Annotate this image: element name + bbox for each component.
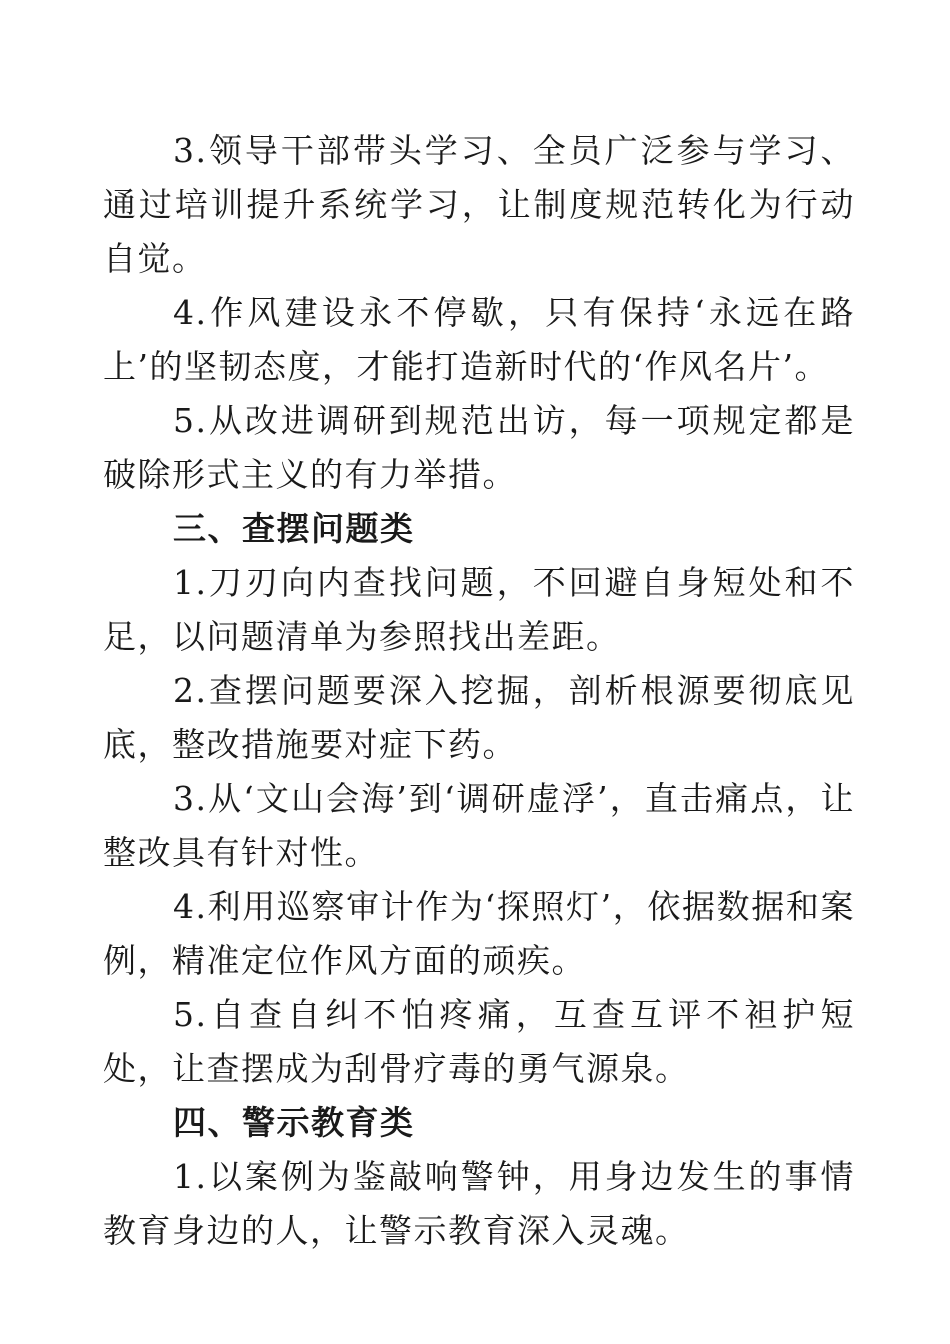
paragraph-check-1: 1.刀刃向内查找问题，不回避自身短处和不足，以问题清单为参照找出差距。 xyxy=(103,563,855,656)
paragraph-check-5: 5.自查自纠不怕疼痛，互查互评不袒护短处，让查摆成为刮骨疗毒的勇气源泉。 xyxy=(103,995,855,1088)
paragraph-study-4: 4.作风建设永不停歇，只有保持‘永远在路上’的坚韧态度，才能打造新时代的‘作风名片’。 xyxy=(103,293,855,386)
paragraph-warning-1: 1.以案例为鉴敲响警钟，用身边发生的事情教育身边的人，让警示教育深入灵魂。 xyxy=(103,1157,855,1250)
document-page xyxy=(103,124,855,1258)
paragraph-study-5: 5.从改进调研到规范出访，每一项规定都是破除形式主义的有力举措。 xyxy=(103,401,855,494)
paragraph-study-3: 3.领导干部带头学习、全员广泛参与学习、通过培训提升系统学习，让制度规范转化为行动自觉。 xyxy=(103,131,855,278)
paragraph-check-4: 4.利用巡察审计作为‘探照灯’，依据数据和案例，精准定位作风方面的顽疾。 xyxy=(103,887,855,980)
section-heading-4: 四、警示教育类 xyxy=(173,1103,415,1142)
paragraph-check-3: 3.从‘文山会海’到‘调研虚浮’，直击痛点，让整改具有针对性。 xyxy=(103,779,855,872)
section-heading-3: 三、查摆问题类 xyxy=(173,509,415,548)
paragraph-check-2: 2.查摆问题要深入挖掘，剖析根源要彻底见底，整改措施要对症下药。 xyxy=(103,671,855,764)
